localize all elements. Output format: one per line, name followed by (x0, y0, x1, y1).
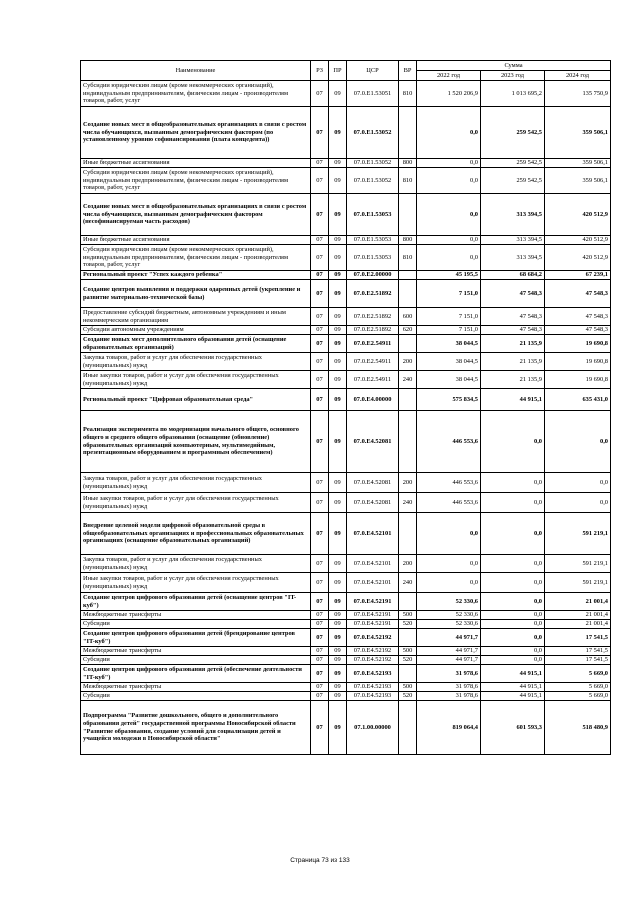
cell-csr: 07.0.E2.54911 (347, 371, 399, 389)
cell-name: Субсидии юридическим лицам (кроме некоммерческих организаций), индивидуальным предпринимателям, физическим лицам - производителям товаров, работ, услуг (81, 245, 311, 271)
cell-rz: 07 (311, 353, 329, 371)
cell-2023: 47 548,3 (481, 280, 545, 308)
cell-pr: 09 (329, 107, 347, 159)
cell-vr (399, 411, 417, 473)
cell-rz: 07 (311, 629, 329, 647)
cell-name: Субсидии (81, 656, 311, 665)
cell-2022: 45 195,5 (417, 271, 481, 280)
cell-2022: 0,0 (417, 555, 481, 573)
cell-2022: 0,0 (417, 159, 481, 168)
table-row (81, 701, 611, 755)
cell-name: Региональный проект "Цифровая образовательная среда" (81, 389, 311, 411)
header-rz: РЗ (311, 61, 329, 81)
cell-2024: 21 001,4 (545, 593, 611, 611)
cell-vr: 500 (399, 647, 417, 656)
cell-2022: 38 044,5 (417, 353, 481, 371)
cell-2023: 44 915,1 (481, 692, 545, 701)
table-row (81, 620, 611, 629)
cell-pr: 09 (329, 701, 347, 755)
header-csr: ЦСР (347, 61, 399, 81)
cell-2023: 68 684,2 (481, 271, 545, 280)
cell-name: Межбюджетные трансферты (81, 647, 311, 656)
table-row (81, 168, 611, 194)
cell-vr: 810 (399, 81, 417, 107)
cell-csr: 07.0.E1.53053 (347, 194, 399, 236)
cell-2024: 5 669,0 (545, 665, 611, 683)
cell-2023: 0,0 (481, 411, 545, 473)
cell-name: Создание новых мест в общеобразовательных организациях в связи с ростом числа обучающихся, вызванным демографическим фактором (по установленному уровню софинансирования (плата концедента)) (81, 107, 311, 159)
cell-rz: 07 (311, 593, 329, 611)
cell-vr: 240 (399, 371, 417, 389)
cell-2022: 52 330,6 (417, 620, 481, 629)
cell-2022: 44 971,7 (417, 647, 481, 656)
cell-pr: 09 (329, 692, 347, 701)
cell-2022: 44 971,7 (417, 656, 481, 665)
cell-name: Создание новых мест дополнительного образования детей (оснащение образовательных организаций) (81, 335, 311, 353)
cell-rz: 07 (311, 647, 329, 656)
cell-name: Иные закупки товаров, работ и услуг для обеспечения государственных (муниципальных) нужд (81, 371, 311, 389)
cell-2022: 38 044,5 (417, 335, 481, 353)
cell-2022: 31 978,6 (417, 683, 481, 692)
cell-2024: 17 541,5 (545, 656, 611, 665)
cell-2024: 21 001,4 (545, 611, 611, 620)
cell-2023: 0,0 (481, 573, 545, 593)
cell-2024: 17 541,5 (545, 629, 611, 647)
table-row (81, 473, 611, 493)
cell-pr: 09 (329, 573, 347, 593)
table-row (81, 665, 611, 683)
cell-vr: 620 (399, 326, 417, 335)
cell-rz: 07 (311, 656, 329, 665)
cell-rz: 07 (311, 665, 329, 683)
cell-2023: 0,0 (481, 647, 545, 656)
cell-name: Создание центров цифрового образования детей (обеспечение деятельности "IT-куб") (81, 665, 311, 683)
table-row (81, 81, 611, 107)
cell-pr: 09 (329, 271, 347, 280)
cell-2023: 259 542,5 (481, 168, 545, 194)
cell-rz: 07 (311, 555, 329, 573)
header-2024: 2024 год (545, 71, 611, 81)
cell-2023: 313 394,5 (481, 236, 545, 245)
cell-rz: 07 (311, 236, 329, 245)
cell-csr: 07.0.E4.52192 (347, 629, 399, 647)
cell-rz: 07 (311, 620, 329, 629)
cell-csr: 07.0.E1.53052 (347, 107, 399, 159)
cell-2023: 0,0 (481, 611, 545, 620)
cell-2024: 47 548,3 (545, 326, 611, 335)
cell-2024: 359 506,1 (545, 107, 611, 159)
cell-vr: 800 (399, 236, 417, 245)
cell-pr: 09 (329, 389, 347, 411)
cell-2023: 21 135,9 (481, 353, 545, 371)
cell-2023: 313 394,5 (481, 194, 545, 236)
cell-2023: 44 915,1 (481, 665, 545, 683)
cell-2022: 31 978,6 (417, 665, 481, 683)
cell-csr: 07.0.E4.52081 (347, 493, 399, 513)
cell-2022: 0,0 (417, 236, 481, 245)
cell-2023: 0,0 (481, 493, 545, 513)
cell-csr: 07.0.E1.53053 (347, 245, 399, 271)
cell-2024: 591 219,1 (545, 573, 611, 593)
cell-2023: 47 548,3 (481, 308, 545, 326)
cell-rz: 07 (311, 308, 329, 326)
cell-2022: 0,0 (417, 107, 481, 159)
cell-2022: 0,0 (417, 168, 481, 194)
cell-vr: 200 (399, 353, 417, 371)
table-row (81, 280, 611, 308)
cell-2024: 0,0 (545, 473, 611, 493)
table-row (81, 335, 611, 353)
cell-2022: 52 330,6 (417, 593, 481, 611)
header-2023: 2023 год (481, 71, 545, 81)
table-row (81, 308, 611, 326)
cell-2024: 591 219,1 (545, 513, 611, 555)
cell-2022: 0,0 (417, 194, 481, 236)
cell-2024: 67 239,1 (545, 271, 611, 280)
table-row (81, 271, 611, 280)
table-row (81, 353, 611, 371)
cell-2022: 819 064,4 (417, 701, 481, 755)
table-row (81, 683, 611, 692)
cell-2024: 359 506,1 (545, 159, 611, 168)
cell-2022: 446 553,6 (417, 493, 481, 513)
cell-pr: 09 (329, 665, 347, 683)
cell-2022: 446 553,6 (417, 411, 481, 473)
cell-vr (399, 629, 417, 647)
cell-2024: 0,0 (545, 411, 611, 473)
cell-vr: 520 (399, 656, 417, 665)
cell-pr: 09 (329, 335, 347, 353)
table-row (81, 326, 611, 335)
cell-2022: 7 151,0 (417, 308, 481, 326)
cell-csr: 07.0.E4.52101 (347, 513, 399, 555)
cell-rz: 07 (311, 107, 329, 159)
cell-pr: 09 (329, 411, 347, 473)
cell-name: Региональный проект "Успех каждого ребенка" (81, 271, 311, 280)
cell-name: Создание центров выявления и поддержки одаренных детей (укрепление и развитие материально-технической базы) (81, 280, 311, 308)
cell-2023: 0,0 (481, 555, 545, 573)
cell-pr: 09 (329, 656, 347, 665)
cell-vr: 200 (399, 473, 417, 493)
cell-pr: 09 (329, 683, 347, 692)
cell-pr: 09 (329, 81, 347, 107)
cell-name: Внедрение целевой модели цифровой образовательной среды в общеобразовательных организациях и профессиональных образовательных организациях (оснащение образовательных организаций) (81, 513, 311, 555)
cell-2023: 0,0 (481, 593, 545, 611)
cell-vr: 200 (399, 555, 417, 573)
cell-2022: 31 978,6 (417, 692, 481, 701)
cell-2024: 5 669,0 (545, 692, 611, 701)
cell-vr: 500 (399, 611, 417, 620)
cell-vr: 500 (399, 683, 417, 692)
cell-2024: 19 690,8 (545, 353, 611, 371)
cell-name: Субсидии (81, 692, 311, 701)
cell-2024: 420 512,9 (545, 236, 611, 245)
cell-csr: 07.0.E4.52081 (347, 411, 399, 473)
cell-name: Субсидии (81, 620, 311, 629)
header-2022: 2022 год (417, 71, 481, 81)
cell-pr: 09 (329, 629, 347, 647)
table-row (81, 593, 611, 611)
cell-name: Иные бюджетные ассигнования (81, 159, 311, 168)
cell-name: Закупка товаров, работ и услуг для обеспечения государственных (муниципальных) нужд (81, 473, 311, 493)
cell-csr: 07.0.E2.51892 (347, 280, 399, 308)
cell-2022: 575 834,5 (417, 389, 481, 411)
cell-csr: 07.0.E2.54911 (347, 353, 399, 371)
cell-rz: 07 (311, 159, 329, 168)
cell-pr: 09 (329, 371, 347, 389)
cell-pr: 09 (329, 280, 347, 308)
cell-rz: 07 (311, 411, 329, 473)
cell-name: Межбюджетные трансферты (81, 611, 311, 620)
cell-csr: 07.0.E2.00000 (347, 271, 399, 280)
table-row (81, 245, 611, 271)
cell-2023: 44 915,1 (481, 683, 545, 692)
page-number: Страница 73 из 133 (290, 857, 350, 864)
cell-rz: 07 (311, 692, 329, 701)
cell-2023: 0,0 (481, 629, 545, 647)
cell-pr: 09 (329, 611, 347, 620)
cell-csr: 07.0.E4.52101 (347, 555, 399, 573)
budget-table-sheet (80, 60, 610, 755)
table-row (81, 647, 611, 656)
cell-csr: 07.0.E2.51892 (347, 308, 399, 326)
header-pr: ПР (329, 61, 347, 81)
cell-pr: 09 (329, 159, 347, 168)
cell-2022: 0,0 (417, 513, 481, 555)
cell-vr (399, 335, 417, 353)
cell-pr: 09 (329, 555, 347, 573)
table-row (81, 371, 611, 389)
cell-2024: 518 480,9 (545, 701, 611, 755)
cell-vr (399, 593, 417, 611)
cell-2023: 0,0 (481, 473, 545, 493)
cell-vr (399, 701, 417, 755)
cell-vr (399, 513, 417, 555)
table-row (81, 493, 611, 513)
cell-2023: 0,0 (481, 656, 545, 665)
cell-rz: 07 (311, 389, 329, 411)
cell-pr: 09 (329, 353, 347, 371)
cell-2023: 44 915,1 (481, 389, 545, 411)
cell-name: Иные закупки товаров, работ и услуг для обеспечения государственных (муниципальных) нужд (81, 493, 311, 513)
cell-csr: 07.0.E4.52192 (347, 656, 399, 665)
cell-pr: 09 (329, 326, 347, 335)
cell-vr (399, 389, 417, 411)
cell-2024: 420 512,9 (545, 245, 611, 271)
cell-name: Создание центров цифрового образования детей (оснащение центров "IT-куб") (81, 593, 311, 611)
cell-csr: 07.1.00.00000 (347, 701, 399, 755)
cell-vr: 800 (399, 159, 417, 168)
cell-name: Создание новых мест в общеобразовательных организациях в связи с ростом числа обучающихся, вызванным демографическим фактором (несофинансируемая часть расходов) (81, 194, 311, 236)
cell-name: Иные бюджетные ассигнования (81, 236, 311, 245)
table-row (81, 692, 611, 701)
cell-pr: 09 (329, 245, 347, 271)
cell-2022: 44 971,7 (417, 629, 481, 647)
table-body (81, 81, 611, 755)
cell-pr: 09 (329, 473, 347, 493)
cell-vr: 240 (399, 493, 417, 513)
cell-name: Межбюджетные трансферты (81, 683, 311, 692)
cell-vr (399, 107, 417, 159)
cell-rz: 07 (311, 271, 329, 280)
cell-name: Субсидии юридическим лицам (кроме некоммерческих организаций), индивидуальным предпринимателям, физическим лицам - производителям товаров, работ, услуг (81, 81, 311, 107)
cell-csr: 07.0.E4.52081 (347, 473, 399, 493)
cell-2022: 38 044,5 (417, 371, 481, 389)
cell-csr: 07.0.E4.52191 (347, 611, 399, 620)
cell-2024: 21 001,4 (545, 620, 611, 629)
cell-vr: 520 (399, 620, 417, 629)
table-row (81, 629, 611, 647)
table-row (81, 411, 611, 473)
cell-2024: 19 690,8 (545, 371, 611, 389)
cell-pr: 09 (329, 647, 347, 656)
cell-rz: 07 (311, 371, 329, 389)
cell-name: Субсидии автономным учреждениям (81, 326, 311, 335)
cell-csr: 07.0.E4.52191 (347, 593, 399, 611)
cell-2023: 313 394,5 (481, 245, 545, 271)
cell-2024: 420 512,9 (545, 194, 611, 236)
table-row (81, 611, 611, 620)
cell-vr: 520 (399, 692, 417, 701)
cell-rz: 07 (311, 245, 329, 271)
cell-csr: 07.0.E4.52193 (347, 683, 399, 692)
cell-2024: 0,0 (545, 493, 611, 513)
cell-2024: 47 548,3 (545, 280, 611, 308)
cell-vr: 600 (399, 308, 417, 326)
cell-vr (399, 280, 417, 308)
cell-name: Подпрограмма "Развитие дошкольного, общего и дополнительного образования детей" государственной программы Новосибирской области "Развитие образования, создание условий для социализации детей и учащейся молодежи в Новосибирской области" (81, 701, 311, 755)
table-row (81, 389, 611, 411)
cell-2023: 601 593,3 (481, 701, 545, 755)
cell-csr: 07.0.E4.00000 (347, 389, 399, 411)
table-row (81, 513, 611, 555)
cell-rz: 07 (311, 335, 329, 353)
cell-csr: 07.0.E4.52101 (347, 573, 399, 593)
cell-2024: 635 431,0 (545, 389, 611, 411)
cell-rz: 07 (311, 326, 329, 335)
cell-csr: 07.0.E2.51892 (347, 326, 399, 335)
cell-vr: 810 (399, 245, 417, 271)
cell-2024: 47 548,3 (545, 308, 611, 326)
cell-2022: 1 520 206,9 (417, 81, 481, 107)
cell-2023: 0,0 (481, 513, 545, 555)
cell-csr: 07.0.E4.52192 (347, 647, 399, 656)
cell-2023: 259 542,5 (481, 159, 545, 168)
cell-2024: 359 506,1 (545, 168, 611, 194)
cell-csr: 07.0.E4.52193 (347, 665, 399, 683)
cell-rz: 07 (311, 493, 329, 513)
cell-vr: 240 (399, 573, 417, 593)
cell-2022: 52 330,6 (417, 611, 481, 620)
header-sum: Сумма (417, 61, 611, 71)
cell-name: Субсидии юридическим лицам (кроме некоммерческих организаций), индивидуальным предпринимателям, физическим лицам - производителям товаров, работ, услуг (81, 168, 311, 194)
cell-csr: 07.0.E4.52191 (347, 620, 399, 629)
cell-rz: 07 (311, 168, 329, 194)
cell-2022: 0,0 (417, 245, 481, 271)
cell-rz: 07 (311, 81, 329, 107)
cell-2022: 446 553,6 (417, 473, 481, 493)
cell-2024: 17 541,5 (545, 647, 611, 656)
cell-rz: 07 (311, 701, 329, 755)
cell-csr: 07.0.E1.53052 (347, 159, 399, 168)
cell-2023: 47 548,3 (481, 326, 545, 335)
cell-2024: 135 750,9 (545, 81, 611, 107)
cell-vr (399, 194, 417, 236)
cell-2023: 0,0 (481, 620, 545, 629)
cell-pr: 09 (329, 236, 347, 245)
header-name: Наименование (81, 61, 311, 81)
cell-csr: 07.0.E1.53051 (347, 81, 399, 107)
table-row (81, 573, 611, 593)
cell-pr: 09 (329, 308, 347, 326)
table-row (81, 194, 611, 236)
cell-pr: 09 (329, 593, 347, 611)
table-row (81, 236, 611, 245)
cell-name: Создание центров цифрового образования детей (брендирование центров "IT-куб") (81, 629, 311, 647)
cell-rz: 07 (311, 513, 329, 555)
cell-rz: 07 (311, 683, 329, 692)
cell-rz: 07 (311, 280, 329, 308)
cell-rz: 07 (311, 573, 329, 593)
cell-2024: 19 690,8 (545, 335, 611, 353)
cell-2023: 259 542,5 (481, 107, 545, 159)
cell-rz: 07 (311, 473, 329, 493)
cell-name: Реализация эксперимента по модернизации начального общего, основного общего и среднего общего образования (оснащение (обновление) образовательных организаций компьютерным, мультимедийным, презентационным оборудованием и программным обеспечением) (81, 411, 311, 473)
cell-2023: 21 135,9 (481, 371, 545, 389)
cell-2023: 1 013 695,2 (481, 81, 545, 107)
cell-name: Предоставление субсидий бюджетным, автономным учреждениям и иным некоммерческим организациям (81, 308, 311, 326)
cell-2022: 0,0 (417, 573, 481, 593)
cell-2024: 591 219,1 (545, 555, 611, 573)
cell-2024: 5 669,0 (545, 683, 611, 692)
cell-pr: 09 (329, 620, 347, 629)
cell-pr: 09 (329, 493, 347, 513)
cell-vr: 810 (399, 168, 417, 194)
cell-csr: 07.0.E1.53052 (347, 168, 399, 194)
cell-csr: 07.0.E1.53053 (347, 236, 399, 245)
cell-2022: 7 151,0 (417, 280, 481, 308)
cell-pr: 09 (329, 194, 347, 236)
cell-csr: 07.0.E2.54911 (347, 335, 399, 353)
cell-2022: 7 151,0 (417, 326, 481, 335)
cell-vr (399, 665, 417, 683)
cell-pr: 09 (329, 513, 347, 555)
table-row (81, 656, 611, 665)
cell-rz: 07 (311, 611, 329, 620)
cell-name: Иные закупки товаров, работ и услуг для обеспечения государственных (муниципальных) нужд (81, 573, 311, 593)
table-row (81, 107, 611, 159)
cell-name: Закупка товаров, работ и услуг для обеспечения государственных (муниципальных) нужд (81, 353, 311, 371)
cell-2023: 21 135,9 (481, 335, 545, 353)
cell-csr: 07.0.E4.52193 (347, 692, 399, 701)
header-vr: ВР (399, 61, 417, 81)
table-row (81, 555, 611, 573)
cell-rz: 07 (311, 194, 329, 236)
cell-name: Закупка товаров, работ и услуг для обеспечения государственных (муниципальных) нужд (81, 555, 311, 573)
cell-pr: 09 (329, 168, 347, 194)
table-row (81, 159, 611, 168)
cell-vr (399, 271, 417, 280)
budget-table (80, 60, 611, 755)
